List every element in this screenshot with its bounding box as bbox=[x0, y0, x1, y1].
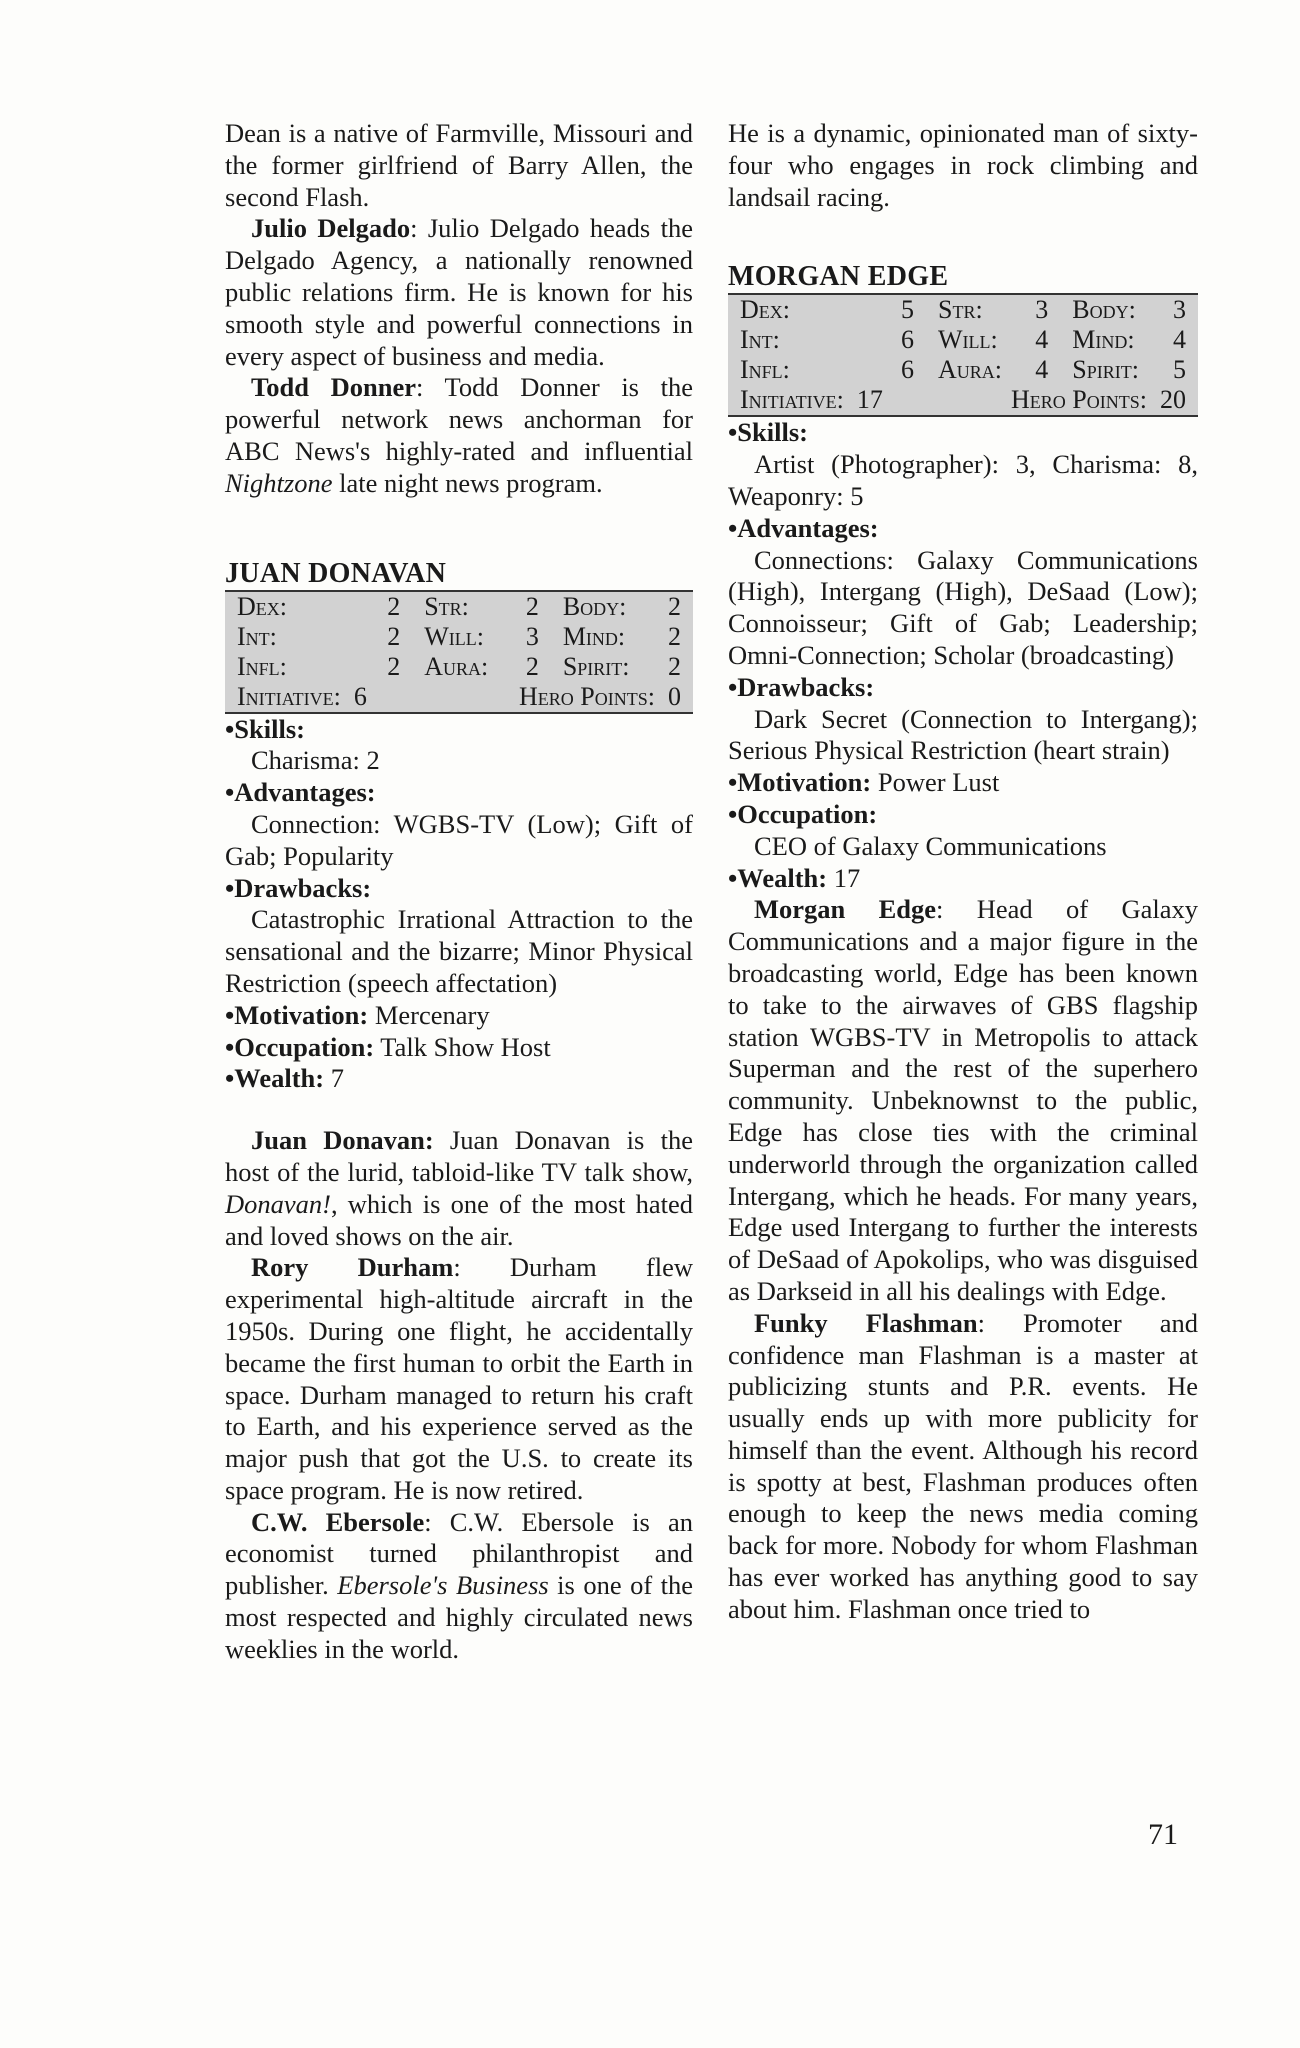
hero-points-label: Hero Points: bbox=[519, 681, 655, 711]
advantages-label: •Advantages: bbox=[225, 777, 376, 808]
stat-label: Aura: bbox=[938, 355, 1003, 385]
donavan-show-title: Donavan! bbox=[225, 1188, 331, 1219]
ebersole-entry bbox=[225, 1507, 693, 1666]
stat-row bbox=[728, 355, 1198, 385]
stat-label: Str: bbox=[424, 591, 469, 621]
edge-name: Morgan Edge bbox=[754, 894, 937, 925]
donavan-name: Juan Donavan: bbox=[251, 1125, 434, 1156]
stat-value: 3 bbox=[1035, 295, 1049, 325]
stat-value: 2 bbox=[387, 621, 401, 651]
edge-stat-block bbox=[728, 293, 1198, 417]
donner-entry bbox=[225, 372, 693, 499]
stat-row bbox=[728, 294, 1198, 325]
initiative bbox=[728, 385, 926, 416]
flashman-entry bbox=[728, 1308, 1198, 1626]
dean-paragraph: Dean is a native of Farmville, Missouri and the former girlfriend of Barry Allen, the second Flash. bbox=[225, 118, 693, 212]
stat-label: Aura: bbox=[424, 651, 489, 681]
initiative bbox=[225, 682, 412, 713]
donner-text-2: late night news program. bbox=[332, 467, 603, 498]
drawbacks-text: Catastrophic Irrational Attraction to the sensational and the bizarre; Minor Physical Restriction (speech affectation) bbox=[225, 904, 693, 998]
right-column bbox=[728, 118, 1198, 1626]
stat-value: 6 bbox=[901, 355, 914, 385]
wealth-label: •Wealth: bbox=[225, 1063, 325, 1094]
skills-text: Artist (Photographer): 3, Charisma: 8, Weaponry: 5 bbox=[728, 449, 1198, 511]
donavan-stat-title: JUAN DONAVAN bbox=[225, 557, 447, 589]
hero-points bbox=[412, 682, 693, 713]
stat-value: 2 bbox=[525, 591, 539, 621]
advantages-text: Connections: Galaxy Communications (High), Intergang (High), DeSaad (Low); Connoisseur; Gift of Gab; Leadership; Omni-Connection; Scholar (broadcasting) bbox=[728, 544, 1198, 670]
ebersole-name: C.W. Ebersole bbox=[251, 1506, 425, 1537]
donner-show-title: Nightzone bbox=[225, 467, 333, 498]
stat-label: Dex: bbox=[237, 591, 287, 621]
durham-text: : Durham flew experimental high-altitude aircraft in the 1950s. During one flight, he accidentally became the first human to orbit the Earth in space. Durham managed to return his craft to Earth, and his experience served as the major push that got the U.S. to create its space program. He is now retired. bbox=[225, 1252, 693, 1505]
drawbacks-text: Dark Secret (Connection to Intergang); Serious Physical Restriction (heart strain) bbox=[728, 703, 1198, 766]
wealth-line bbox=[225, 1063, 693, 1095]
wealth-label: •Wealth: bbox=[728, 862, 828, 893]
stat-label: Mind: bbox=[1072, 325, 1135, 355]
stat-label: Spirit: bbox=[1072, 355, 1139, 385]
initiative-row bbox=[225, 682, 693, 713]
stat-label: Will: bbox=[938, 325, 998, 355]
motivation-line bbox=[225, 1000, 693, 1032]
occupation-label: •Occupation: bbox=[728, 798, 878, 829]
stat-row bbox=[225, 652, 693, 682]
donavan-entry bbox=[225, 1125, 693, 1252]
occupation-label: •Occupation: bbox=[225, 1031, 375, 1062]
donavan-text-1: Juan Donavan is the host of the lurid, tabloid-like TV talk show, bbox=[225, 1125, 693, 1187]
wealth-value: 7 bbox=[324, 1063, 344, 1094]
motivation-line bbox=[728, 767, 1198, 799]
motivation-label: •Motivation: bbox=[728, 767, 872, 798]
donavan-stat-block bbox=[225, 590, 693, 714]
stat-value: 3 bbox=[1173, 295, 1186, 325]
skills-label: •Skills: bbox=[225, 713, 305, 744]
occupation-line bbox=[225, 1032, 693, 1064]
stat-label: Spirit: bbox=[562, 651, 630, 681]
stat-row bbox=[225, 622, 693, 652]
stat-value: 3 bbox=[525, 621, 539, 651]
wealth-value: 17 bbox=[827, 862, 861, 893]
skills-text: Charisma: 2 bbox=[251, 745, 380, 776]
stat-value: 6 bbox=[901, 325, 914, 355]
stat-label: Int: bbox=[237, 621, 277, 651]
donavan-text-2: , which is one of the most hated and loved shows on the air. bbox=[225, 1188, 693, 1251]
donner-text-1: : Todd Donner is the powerful network news anchorman for ABC News's highly-rated and influential bbox=[225, 372, 693, 466]
stat-label: Dex: bbox=[740, 295, 790, 325]
page-number: 71 bbox=[1148, 1818, 1178, 1851]
wealth-line bbox=[728, 863, 1198, 895]
ebersole-publication: Ebersole's Business bbox=[337, 1570, 549, 1601]
stat-label: Int: bbox=[740, 325, 780, 355]
stat-value: 4 bbox=[1035, 355, 1049, 385]
ebersole-text-1: : C.W. Ebersole is an economist turned philanthropist and publisher. bbox=[225, 1506, 693, 1601]
stat-row bbox=[225, 591, 693, 622]
stat-value: 2 bbox=[668, 591, 681, 621]
stat-value: 2 bbox=[387, 591, 401, 621]
stat-value: 4 bbox=[1173, 325, 1186, 355]
drawbacks-label: •Drawbacks: bbox=[728, 671, 875, 702]
stat-value: 5 bbox=[901, 295, 914, 325]
stat-value: 2 bbox=[668, 621, 681, 651]
initiative-value: 17 bbox=[856, 385, 883, 415]
edge-intro-paragraph: He is a dynamic, opinionated man of sixty-four who engages in rock climbing and landsail racing. bbox=[728, 118, 1198, 212]
edge-text: : Head of Galaxy Communications and a major figure in the broadcasting world, Edge has been known to take to the airwaves of GBS flagship station WGBS-TV in Metropolis to attack Superman and the rest of the superhero community. Unbeknownst to the public, Edge has close ties with the criminal underworld through the organization called Intergang, which he heads. For many years, Edge used Intergang to further the interests of DeSaad of Apokolips, who was disguised as Darkseid in all his dealings with Edge. bbox=[728, 894, 1198, 1306]
initiative-label: Initiative: bbox=[237, 681, 341, 711]
delgado-text: : Julio Delgado heads the Delgado Agency, a nationally renowned public relations firm. He is known for his smooth style and powerful connections in every aspect of business and media. bbox=[225, 213, 693, 371]
edge-entry bbox=[728, 894, 1198, 1307]
motivation-value: Mercenary bbox=[368, 999, 490, 1030]
stat-label: Will: bbox=[424, 621, 484, 651]
advantages-text: Connection: WGBS-TV (Low); Gift of Gab; Popularity bbox=[225, 808, 693, 871]
stat-label: Body: bbox=[1072, 295, 1136, 325]
flashman-name: Funky Flashman bbox=[754, 1307, 978, 1338]
motivation-value: Power Lust bbox=[871, 767, 1000, 798]
delgado-entry bbox=[225, 213, 693, 372]
ebersole-text-2: is one of the most respected and highly circulated news weeklies in the world. bbox=[225, 1570, 694, 1664]
edge-stat-title: MORGAN EDGE bbox=[728, 261, 949, 293]
hero-points bbox=[926, 385, 1198, 416]
stat-value: 2 bbox=[525, 651, 539, 681]
stat-value: 2 bbox=[668, 651, 681, 681]
drawbacks-label: •Drawbacks: bbox=[225, 872, 372, 903]
stat-value: 4 bbox=[1035, 325, 1049, 355]
occupation-value: Talk Show Host bbox=[374, 1031, 551, 1062]
stat-value: 2 bbox=[387, 651, 401, 681]
hero-points-value: 20 bbox=[1160, 385, 1186, 415]
left-column bbox=[225, 118, 693, 1666]
stat-label: Infl: bbox=[237, 651, 287, 681]
durham-entry bbox=[225, 1252, 693, 1506]
hero-points-label: Hero Points: bbox=[1011, 385, 1147, 415]
stat-row bbox=[728, 325, 1198, 355]
initiative-value: 6 bbox=[353, 681, 367, 711]
durham-name: Rory Durham bbox=[251, 1252, 454, 1283]
advantages-label: •Advantages: bbox=[728, 512, 879, 543]
occupation-value: CEO of Galaxy Communications bbox=[754, 830, 1107, 861]
stat-value: 5 bbox=[1173, 355, 1186, 385]
skills-label: •Skills: bbox=[728, 417, 808, 448]
stat-label: Mind: bbox=[562, 621, 626, 651]
initiative-row bbox=[728, 385, 1198, 416]
donner-name: Todd Donner bbox=[251, 372, 416, 403]
flashman-text: : Promoter and confidence man Flashman is a master at publicizing stunts and P.R. events. He usually ends up with more publicity for himself than the event. Although his record is spotty at best, Flashman produces often enough to keep the news media coming back for more. Nobody for whom Flashman has ever worked has anything good to say about him. Flashman once tried to bbox=[728, 1307, 1198, 1624]
hero-points-value: 0 bbox=[668, 681, 681, 711]
delgado-name: Julio Delgado bbox=[251, 213, 411, 244]
stat-label: Str: bbox=[938, 295, 983, 325]
stat-label: Infl: bbox=[740, 355, 790, 385]
initiative-label: Initiative: bbox=[740, 385, 844, 415]
stat-label: Body: bbox=[562, 591, 627, 621]
motivation-label: •Motivation: bbox=[225, 999, 369, 1030]
